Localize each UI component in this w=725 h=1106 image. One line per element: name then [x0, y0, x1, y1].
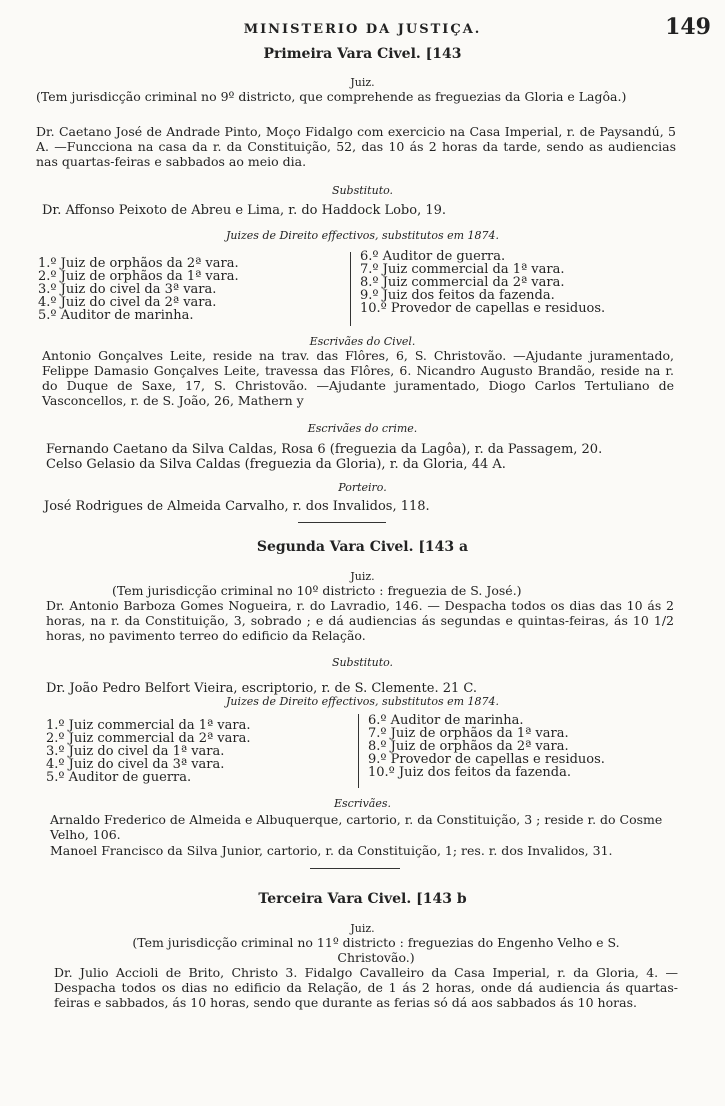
- jurisdiction-note: (Tem jurisdicção criminal no 10º districto : freguezia de S. José.): [112, 583, 522, 598]
- escrivaes-label: Escrivães.: [333, 797, 392, 810]
- list-item: 3.º Juiz do civel da 1ª vara.: [46, 744, 225, 759]
- substituto-label: Substituto.: [331, 656, 394, 669]
- list-item: 6.º Auditor de marinha.: [368, 713, 524, 728]
- escrivao-entry-2: Manoel Francisco da Silva Junior, cartorio, r. da Constituição, 1; res. r. dos Invalidos, 31.: [50, 843, 613, 858]
- substituto-entry: Dr. João Pedro Belfort Vieira, escriptorio, r. de S. Clemente. 21 C.: [46, 681, 478, 696]
- juiz-entry: Dr. Julio Accioli de Brito, Christo 3. Fidalgo Cavalleiro da Casa Imperial, r. da Gloria, 4. —Despacha todos os dias no edificio da Relação, de 1 ás 2 horas, onde dá audiencia ás quartas-feiras e sabbados, ás 10 horas, sendo que durante as ferias só dá aos sabbados ás 10 horas.: [54, 965, 678, 1010]
- juizes-left-list: [38, 257, 239, 322]
- section-title-terceira: Terceira Vara Civel. [143 b: [258, 891, 467, 907]
- juiz-label: Juiz.: [350, 922, 375, 935]
- list-item: 4.º Juiz do civel da 3ª vara.: [46, 757, 225, 772]
- juizes-left-list: [46, 719, 251, 784]
- juiz-entry: Dr. Caetano José de Andrade Pinto, Moço Fidalgo com exercicio na Casa Imperial, r. de Paysandú, 5 A. —Funcciona na casa da r. da Constituição, 52, das 10 ás 2 horas da tarde, sendo as audiencias nas quartas-feiras e sabbados ao meio dia.: [36, 124, 676, 169]
- column-divider: [358, 714, 359, 788]
- list-item: 5.º Auditor de guerra.: [46, 770, 192, 785]
- list-item: 3.º Juiz do civel da 3ª vara.: [38, 282, 217, 297]
- escrivaes-civel-entry: Antonio Gonçalves Leite, reside na trav. das Flôres, 6, S. Christovão. —Ajudante juramentado, Felippe Damasio Gonçalves Leite, travessa das Flôres, 6. Nicandro Augusto Brandão, reside na r. do Duque de Saxe, 17, S. Christovão. —Ajudante juramentado, Diogo Carlos Tertuliano de Vasconcellos, r. de S. João, 26, Mathern y: [42, 348, 674, 408]
- section-title-primeira: Primeira Vara Civel. [143: [263, 46, 462, 62]
- jurisdiction-note: (Tem jurisdicção criminal no 11º districto : freguezias do Engenho Velho e S. Christovão.): [132, 935, 620, 965]
- list-item: 9.º Provedor de capellas e residuos.: [368, 752, 605, 767]
- list-item: 8.º Juiz commercial da 2ª vara.: [360, 275, 565, 290]
- jurisdiction-note: (Tem jurisdicção criminal no 9º districto, que comprehende as freguezias da Gloria e Lagôa.): [36, 89, 627, 104]
- column-divider: [350, 252, 351, 326]
- juizes-right-list: [368, 714, 605, 779]
- list-item: 7.º Juiz de orphãos da 1ª vara.: [368, 726, 569, 741]
- escrivaes-civel-label: Escrivães do Civel.: [309, 335, 416, 348]
- list-item: 1.º Juiz commercial da 1ª vara.: [46, 718, 251, 733]
- section-title-segunda: Segunda Vara Civel. [143 a: [256, 539, 469, 555]
- list-item: 4.º Juiz do civel da 2ª vara.: [38, 295, 217, 310]
- substituto-label: Substituto.: [331, 184, 394, 197]
- list-item: 1.º Juiz de orphãos da 2ª vara.: [38, 256, 239, 271]
- juiz-entry: Dr. Antonio Barboza Gomes Nogueira, r. do Lavradio, 146. — Despacha todos os dias das 10 ás 2 horas, na r. da Constituição, 3, sobrado ; e dá audiencias ás segundas e quintas-feiras, ás 10 1/2 horas, no pavimento terreo do edificio da Relação.: [46, 598, 674, 643]
- list-item: 10.º Juiz dos feitos da fazenda.: [368, 765, 571, 780]
- running-header: MINISTERIO DA JUSTIÇA.: [243, 22, 482, 37]
- page-number: 149: [665, 14, 711, 40]
- list-item: 2.º Juiz commercial da 2ª vara.: [46, 731, 251, 746]
- list-item: 6.º Auditor de guerra.: [360, 249, 506, 264]
- escrivao-crime-2: Celso Gelasio da Silva Caldas (freguezia da Gloria), r. da Gloria, 44 A.: [46, 457, 506, 472]
- list-item: 2.º Juiz de orphãos da 1ª vara.: [38, 269, 239, 284]
- juiz-label: Juiz.: [350, 570, 375, 583]
- juiz-label: Juiz.: [350, 76, 375, 89]
- section-divider: [310, 868, 400, 869]
- list-item: 7.º Juiz commercial da 1ª vara.: [360, 262, 565, 277]
- escrivao-entry-1: Arnaldo Frederico de Almeida e Albuquerque, cartorio, r. da Constituição, 3 ; reside r. do Cosme Velho, 106.: [50, 812, 663, 842]
- escrivaes-crime-label: Escrivães do crime.: [307, 422, 418, 435]
- list-item: 10.º Provedor de capellas e residuos.: [360, 301, 606, 316]
- substituto-entry: Dr. Affonso Peixoto de Abreu e Lima, r. do Haddock Lobo, 19.: [42, 203, 447, 218]
- list-item: 5.º Auditor de marinha.: [38, 308, 194, 323]
- list-item: 8.º Juiz de orphãos da 2ª vara.: [368, 739, 569, 754]
- porteiro-entry: José Rodrigues de Almeida Carvalho, r. dos Invalidos, 118.: [44, 499, 430, 514]
- section-divider: [298, 522, 386, 523]
- juizes-label: Juizes de Direito effectivos, substitutos em 1874.: [225, 229, 500, 242]
- juizes-right-list: [360, 250, 605, 315]
- list-item: 9.º Juiz dos feitos da fazenda.: [360, 288, 555, 303]
- escrivao-crime-1: Fernando Caetano da Silva Caldas, Rosa 6 (freguezia da Lagôa), r. da Passagem, 20.: [46, 442, 603, 457]
- juizes-label: Juizes de Direito effectivos, substitutos em 1874.: [225, 695, 500, 708]
- porteiro-label: Porteiro.: [338, 481, 387, 494]
